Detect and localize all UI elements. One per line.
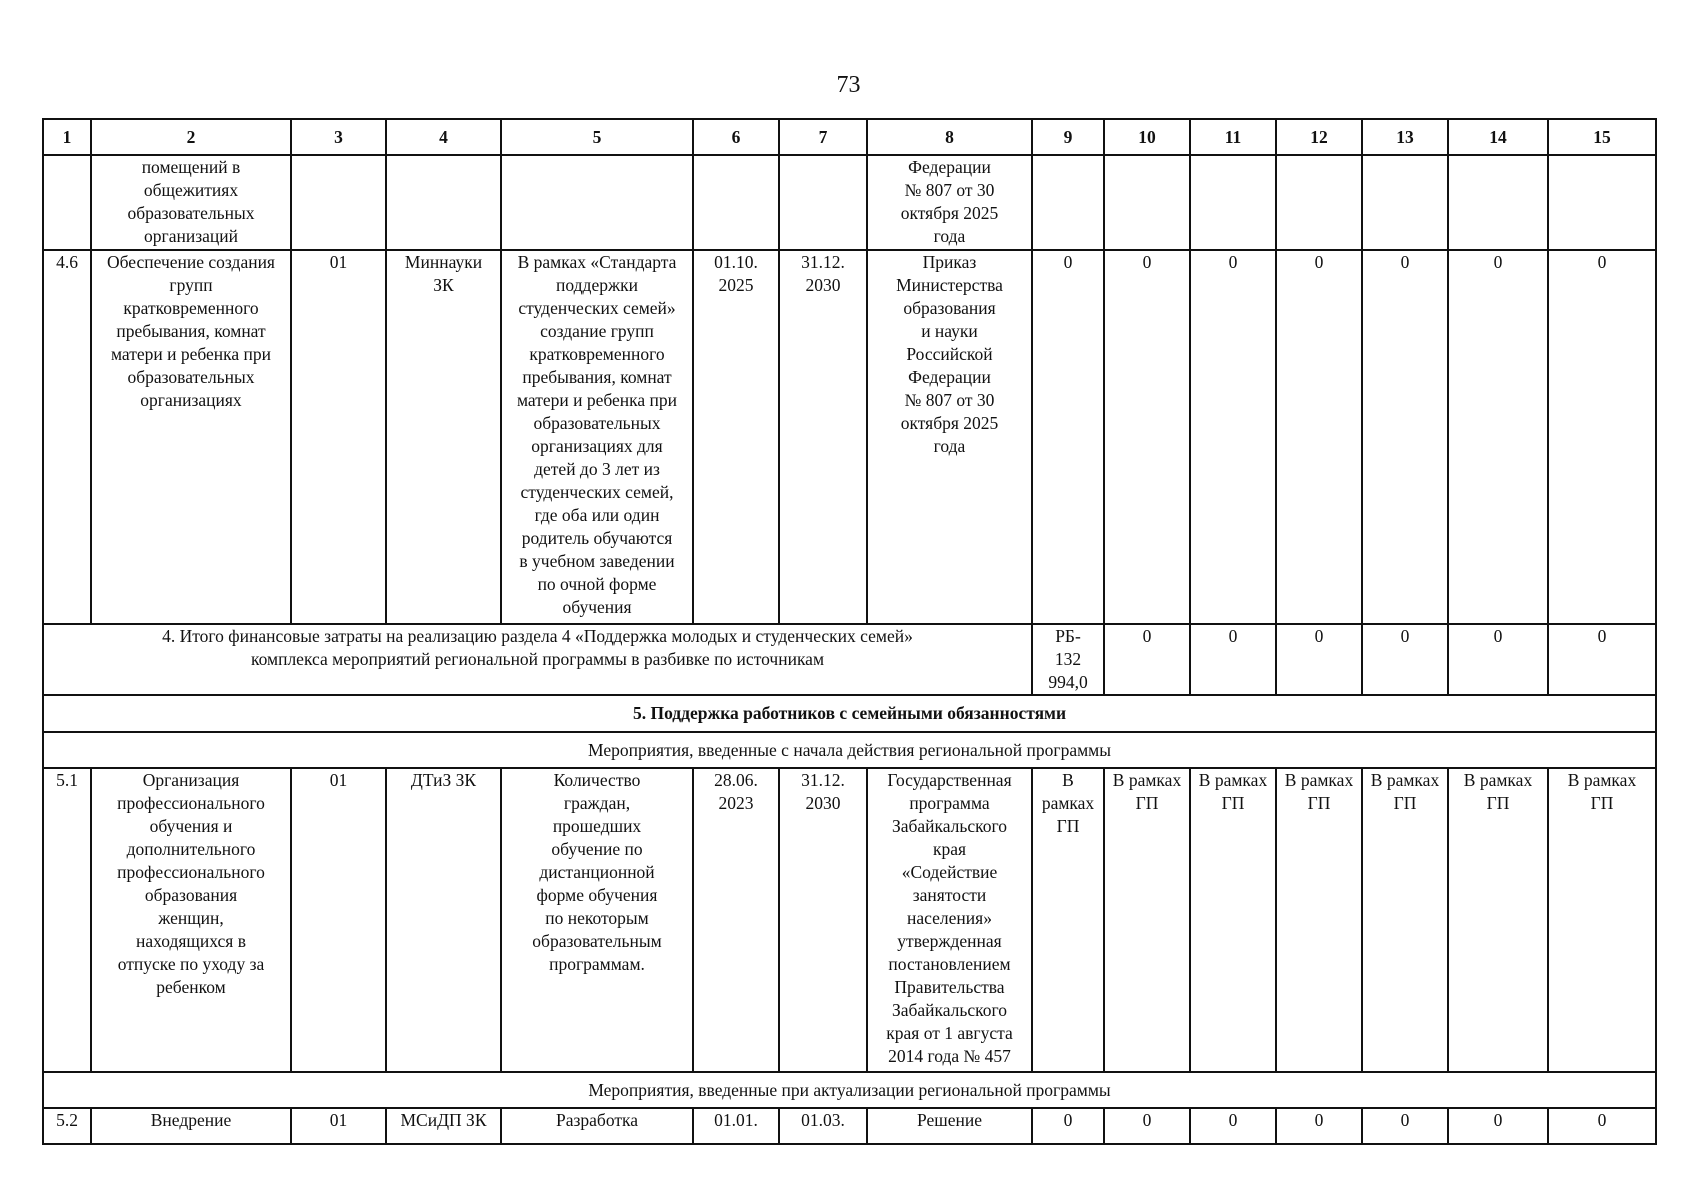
row-number-cell: 4.6 <box>43 250 91 624</box>
subsection-initial-row <box>43 732 1656 768</box>
table-row-5-2 <box>43 1108 1656 1144</box>
funding-cell: 0 <box>1362 250 1448 624</box>
funding-cell: 0 <box>1032 250 1104 624</box>
funding-cell: 0 <box>1104 624 1190 695</box>
end-date-cell: 31.12. 2030 <box>779 768 867 1072</box>
funding-cell: В рамках ГП <box>1104 768 1190 1072</box>
funding-cell: 0 <box>1548 1108 1656 1144</box>
header-cell: 11 <box>1190 119 1276 155</box>
funding-cell: 0 <box>1548 624 1656 695</box>
measure-name-cell: Организация профессионального обучения и дополнительного профессионального образования женщин, находящихся в отпуске по уходу за ребенком <box>91 768 291 1072</box>
end-date-cell: 01.03. <box>779 1108 867 1144</box>
funding-cell: В рамках ГП <box>1190 768 1276 1072</box>
header-cell: 12 <box>1276 119 1362 155</box>
start-date-cell: 01.10. 2025 <box>693 250 779 624</box>
start-date-cell: 28.06. 2023 <box>693 768 779 1072</box>
funding-cell: В рамках ГП <box>1362 768 1448 1072</box>
measure-name-cell: Обеспечение создания групп кратковременного пребывания, комнат матери и ребенка при образовательных организациях <box>91 250 291 624</box>
code-cell: 01 <box>291 1108 386 1144</box>
header-cell: 2 <box>91 119 291 155</box>
funding-cell: В рамках ГП <box>1548 768 1656 1072</box>
table-header-row <box>43 119 1656 155</box>
row-number-cell: 5.2 <box>43 1108 91 1144</box>
header-cell: 8 <box>867 119 1032 155</box>
legal-basis-cell: Решение <box>867 1108 1032 1144</box>
section-5-title-row <box>43 695 1656 732</box>
header-cell: 3 <box>291 119 386 155</box>
funding-cell: 0 <box>1276 250 1362 624</box>
table-row-4-6 <box>43 250 1656 624</box>
table-cell <box>1104 155 1190 250</box>
table-row-continuation <box>43 155 1656 250</box>
table-cell <box>1362 155 1448 250</box>
funding-cell: 0 <box>1448 1108 1548 1144</box>
row-number-cell: 5.1 <box>43 768 91 1072</box>
start-date-cell: 01.01. <box>693 1108 779 1144</box>
header-cell: 10 <box>1104 119 1190 155</box>
funding-cell: 0 <box>1362 624 1448 695</box>
result-cell: Разработка <box>501 1108 693 1144</box>
table-cell <box>43 155 91 250</box>
header-cell: 1 <box>43 119 91 155</box>
header-cell: 7 <box>779 119 867 155</box>
page-number: 73 <box>836 72 861 98</box>
executor-cell: Миннауки ЗК <box>386 250 501 624</box>
funding-cell: В рамках ГП <box>1032 768 1104 1072</box>
funding-cell: 0 <box>1032 1108 1104 1144</box>
table-cell <box>1276 155 1362 250</box>
end-date-cell: 31.12. 2030 <box>779 250 867 624</box>
subsection-title: Мероприятия, введенные с начала действия региональной программы <box>43 732 1656 768</box>
funding-cell: 0 <box>1104 250 1190 624</box>
funding-cell: В рамках ГП <box>1448 768 1548 1072</box>
table-cell <box>386 155 501 250</box>
funding-cell: В рамках ГП <box>1276 768 1362 1072</box>
funding-cell: 0 <box>1448 624 1548 695</box>
funding-cell: 0 <box>1104 1108 1190 1144</box>
funding-cell: РБ- 132 994,0 <box>1032 624 1104 695</box>
funding-cell: 0 <box>1190 624 1276 695</box>
funding-cell: 0 <box>1448 250 1548 624</box>
table-cell <box>1032 155 1104 250</box>
header-cell: 9 <box>1032 119 1104 155</box>
subsection-updated-row <box>43 1072 1656 1108</box>
legal-basis-cell: Федерации № 807 от 30 октября 2025 года <box>867 155 1032 250</box>
funding-cell: 0 <box>1548 250 1656 624</box>
executor-cell: ДТиЗ ЗК <box>386 768 501 1072</box>
table-cell <box>779 155 867 250</box>
table-cell <box>291 155 386 250</box>
measure-name-cell: Внедрение <box>91 1108 291 1144</box>
subsection-title: Мероприятия, введенные при актуализации региональной программы <box>43 1072 1656 1108</box>
header-cell: 4 <box>386 119 501 155</box>
table-row-total-4 <box>43 624 1656 695</box>
legal-basis-cell: Приказ Министерства образования и науки Российской Федерации № 807 от 30 октября 2025 года <box>867 250 1032 624</box>
table-cell <box>693 155 779 250</box>
table-cell <box>1190 155 1276 250</box>
total-label-cell: 4. Итого финансовые затраты на реализацию раздела 4 «Поддержка молодых и студенческих семей» комплекса мероприятий региональной программы в разбивке по источникам <box>43 624 1032 695</box>
executor-cell: МСиДП ЗК <box>386 1108 501 1144</box>
header-cell: 13 <box>1362 119 1448 155</box>
funding-cell: 0 <box>1276 1108 1362 1144</box>
result-cell: В рамках «Стандарта поддержки студенческих семей» создание групп кратковременного пребывания, комнат матери и ребенка при образовательных организациях для детей до 3 лет из студенческих семей, где оба или один родитель обучаются в учебном заведении по очной форме обучения <box>501 250 693 624</box>
funding-cell: 0 <box>1190 250 1276 624</box>
code-cell: 01 <box>291 250 386 624</box>
table-cell <box>1448 155 1548 250</box>
result-cell: Количество граждан, прошедших обучение по дистанционной форме обучения по некоторым образовательным программам. <box>501 768 693 1072</box>
header-cell: 15 <box>1548 119 1656 155</box>
funding-cell: 0 <box>1362 1108 1448 1144</box>
measures-table <box>42 118 1657 1145</box>
table-cell <box>501 155 693 250</box>
header-cell: 14 <box>1448 119 1548 155</box>
legal-basis-cell: Государственная программа Забайкальского края «Содействие занятости населения» утвержденная постановлением Правительства Забайкальского края от 1 августа 2014 года № 457 <box>867 768 1032 1072</box>
section-title: 5. Поддержка работников с семейными обязанностями <box>43 695 1656 732</box>
funding-cell: 0 <box>1190 1108 1276 1144</box>
code-cell: 01 <box>291 768 386 1072</box>
header-cell: 5 <box>501 119 693 155</box>
measure-name-cell: помещений в общежитиях образовательных организаций <box>91 155 291 250</box>
table-cell <box>1548 155 1656 250</box>
table-row-5-1 <box>43 768 1656 1072</box>
header-cell: 6 <box>693 119 779 155</box>
funding-cell: 0 <box>1276 624 1362 695</box>
